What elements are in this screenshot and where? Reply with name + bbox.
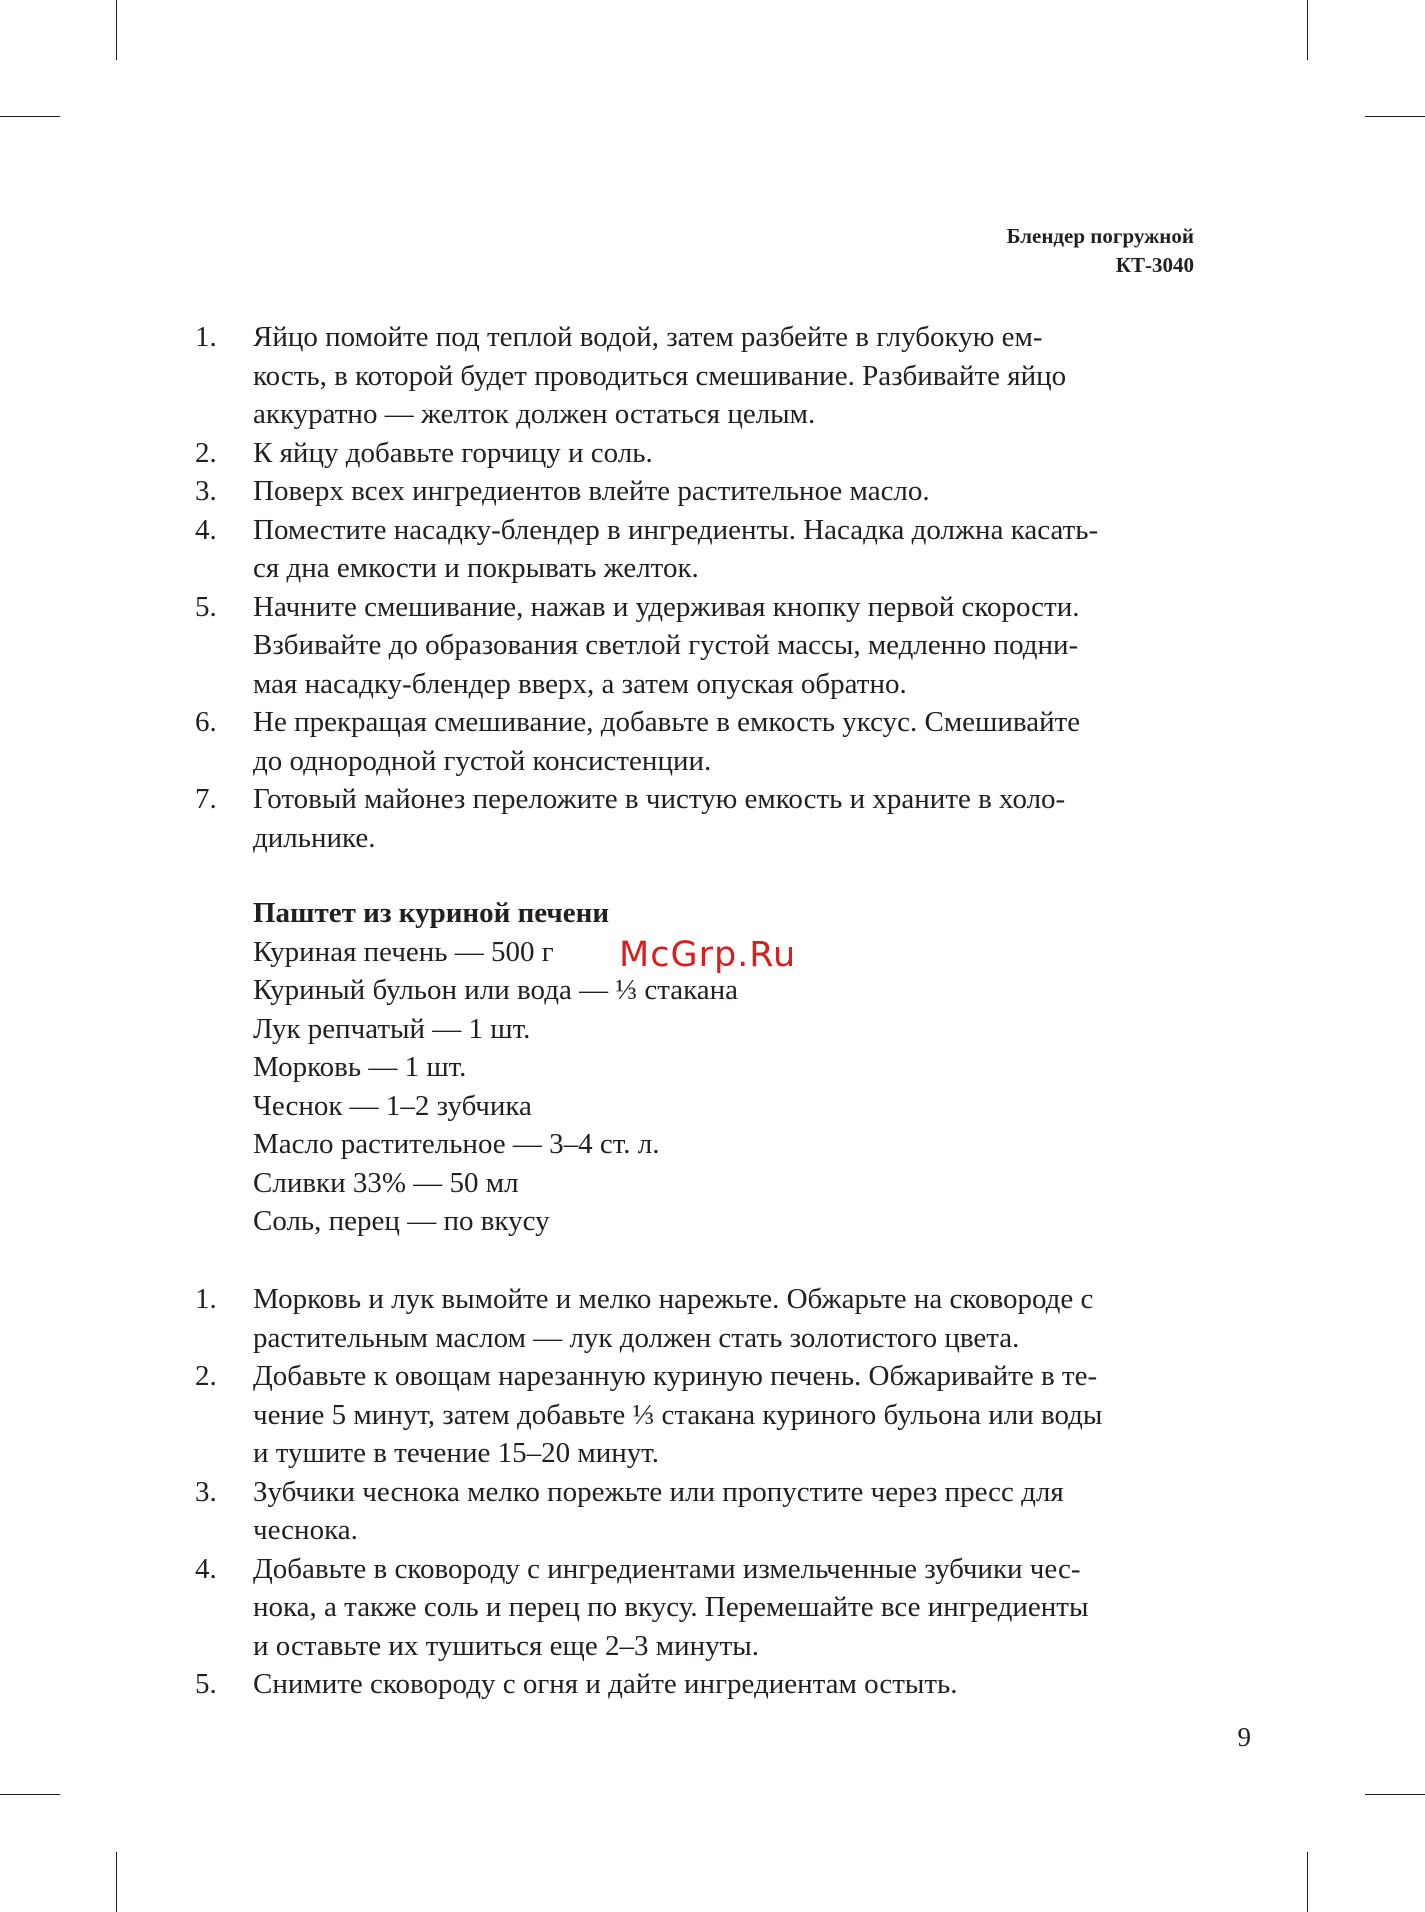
crop-mark-top-right (1307, 0, 1308, 60)
list-item (195, 703, 1195, 780)
crop-mark-bottom-left (116, 1852, 117, 1912)
watermark-text: McGrp.Ru (619, 935, 797, 975)
step-line: чеснока. (253, 1514, 358, 1546)
step-line: мая насадку-блендер вверх, а затем опуская обратно. (253, 667, 907, 700)
step-number: 3. (195, 475, 217, 507)
step-number: 2. (195, 436, 217, 469)
recipe-title: Паштет из куриной печени (253, 897, 610, 929)
list-item (195, 780, 1195, 857)
step-number: 6. (195, 706, 217, 738)
step-number: 7. (195, 783, 217, 815)
list-item (195, 472, 1195, 511)
list-item (195, 434, 1195, 473)
crop-mark-bottom-right (1307, 1852, 1308, 1912)
step-line: растительным маслом — лук должен стать золотистого цвета. (253, 1321, 1020, 1354)
page-header (1007, 222, 1194, 280)
step-line: и оставьте их тушиться еще 2–3 минуты. (253, 1629, 760, 1662)
step-number: 1. (195, 321, 217, 353)
step-line: Поместите насадку-блендер в ингредиенты. Насадка должна касать- (253, 513, 1099, 546)
step-number: 2. (195, 1360, 217, 1392)
ingredient-item: Соль, перец — по вкусу (253, 1205, 550, 1237)
list-item (195, 1550, 1195, 1666)
list-item (195, 318, 1195, 434)
step-number: 4. (195, 1552, 217, 1585)
step-line: Добавьте в сковороду с ингредиентами измельченные зубчики чес- (253, 1552, 1081, 1585)
step-line: и тушите в течение 15–20 минут. (253, 1437, 659, 1469)
step-line: чение 5 минут, затем добавьте ⅓ стакана куриного бульона или воды (253, 1398, 1103, 1431)
list-item (195, 1473, 1195, 1550)
list-item (195, 1357, 1195, 1473)
step-line: Снимите сковороду с огня и дайте ингредиентам остыть. (253, 1668, 958, 1700)
step-line: кость, в которой будет проводиться смешивание. Разбивайте яйцо (253, 359, 1067, 392)
step-line: Поверх всех ингредиентов влейте растительное масло. (253, 475, 930, 507)
step-line: Взбивайте до образования светлой густой массы, медленно подни- (253, 629, 1079, 661)
page-number: 9 (1237, 1722, 1251, 1752)
ingredient-item: Лук репчатый — 1 шт. (253, 1012, 531, 1045)
step-line: Морковь и лук вымойте и мелко нарежьте. Обжарьте на сковороде с (253, 1283, 1094, 1315)
step-number: 5. (195, 590, 217, 623)
ingredient-item: Куриный бульон или вода — ⅓ стакана (253, 974, 739, 1006)
ingredient-item: Чеснок — 1–2 зубчика (253, 1089, 532, 1122)
crop-mark-right-top (1365, 116, 1425, 117)
step-number: 1. (195, 1283, 217, 1315)
list-item (195, 511, 1195, 588)
step-line: аккуратно — желток должен остаться целым. (253, 398, 816, 430)
header-model: КТ-3040 (1115, 253, 1194, 277)
ingredient-item: Морковь — 1 шт. (253, 1051, 467, 1083)
ingredient-item: Куриная печень — 500 г (253, 935, 554, 968)
step-number: 3. (195, 1475, 217, 1508)
crop-mark-left-top (0, 116, 60, 117)
ingredient-item: Сливки 33% — 50 мл (253, 1166, 519, 1199)
step-line: К яйцу добавьте горчицу и соль. (253, 436, 653, 469)
step-line: Добавьте к овощам нарезанную куриную печень. Обжаривайте в те- (253, 1360, 1098, 1392)
step-line: Яйцо помойте под теплой водой, затем разбейте в глубокую ем- (253, 321, 1043, 353)
crop-mark-top-left (116, 0, 117, 60)
step-line: нока, а также соль и перец по вкусу. Перемешайте все ингредиенты (253, 1591, 1089, 1623)
step-number: 4. (195, 513, 217, 546)
crop-mark-left-bottom (0, 1794, 60, 1795)
step-line: Начните смешивание, нажав и удерживая кнопку первой скорости. (253, 590, 1080, 623)
list-item (195, 1665, 1195, 1704)
step-line: Готовый майонез переложите в чистую емкость и храните в холо- (253, 783, 1066, 815)
list-item (195, 588, 1195, 704)
step-line: ся дна емкости и покрывать желток. (253, 552, 699, 584)
list-item (195, 1280, 1195, 1357)
step-line: Не прекращая смешивание, добавьте в емкость уксус. Смешивайте (253, 706, 1081, 738)
mayo-steps-list (195, 318, 1195, 857)
ingredient-item: Масло растительное — 3–4 ст. л. (253, 1128, 660, 1160)
step-line: Зубчики чеснока мелко порежьте или пропустите через пресс для (253, 1475, 1064, 1508)
crop-mark-right-bottom (1365, 1794, 1425, 1795)
header-product-name: Блендер погружной (1006, 224, 1194, 248)
pate-steps-list (195, 1280, 1195, 1704)
step-number: 5. (195, 1668, 217, 1700)
step-line: дильнике. (253, 821, 376, 854)
step-line: до однородной густой консистенции. (253, 744, 712, 777)
